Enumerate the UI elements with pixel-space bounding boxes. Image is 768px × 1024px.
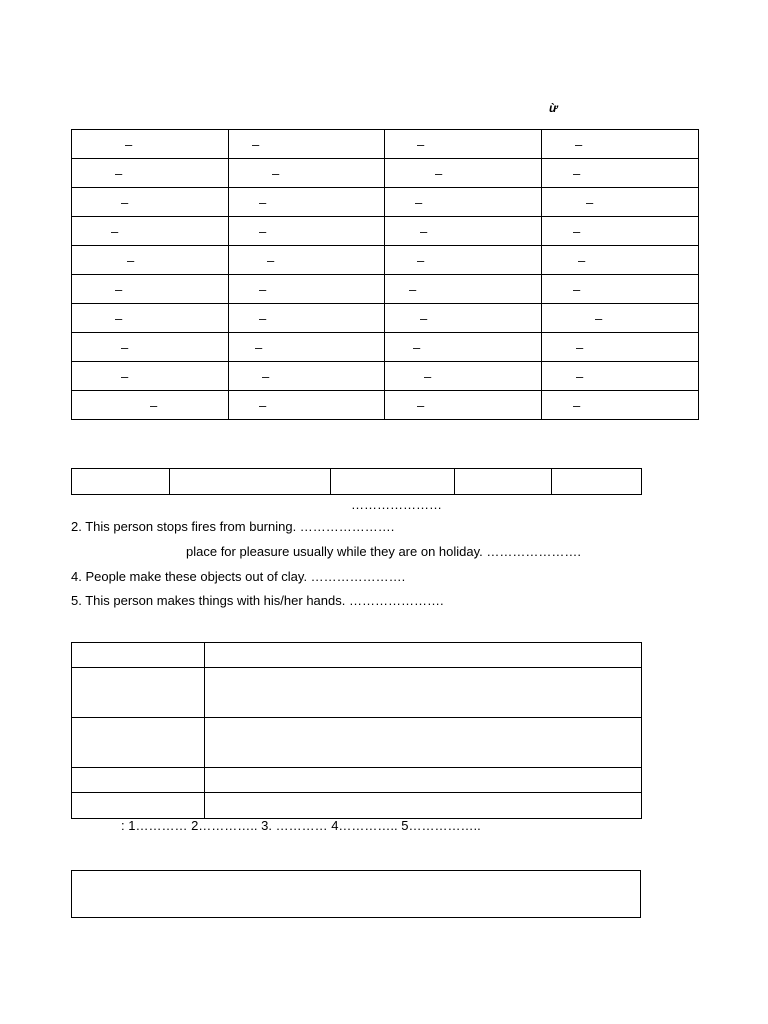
- table-row: [72, 391, 699, 420]
- table-cell: –: [229, 362, 385, 391]
- table-cell: [205, 643, 642, 668]
- table-row: [72, 130, 699, 159]
- table-cell: –: [385, 217, 542, 246]
- table-cell: [552, 469, 642, 495]
- writing-box: [71, 870, 641, 918]
- table-cell: –: [72, 130, 229, 159]
- question-2: 2. This person stops fires from burning. ………………….: [71, 519, 395, 534]
- table-cell: –: [542, 304, 699, 333]
- table-cell: [72, 768, 205, 793]
- table-cell: [205, 668, 642, 718]
- table-row: [72, 304, 699, 333]
- table-cell: –: [542, 159, 699, 188]
- table-cell: –: [72, 362, 229, 391]
- table-cell: –: [72, 188, 229, 217]
- table-cell: –: [229, 217, 385, 246]
- table-cell: –: [385, 159, 542, 188]
- table-row: [72, 668, 642, 718]
- table-cell: –: [385, 391, 542, 420]
- table-cell: [331, 469, 455, 495]
- table-row: [72, 469, 642, 495]
- table-cell: –: [72, 391, 229, 420]
- table-cell: [72, 668, 205, 718]
- table-cell: –: [542, 333, 699, 362]
- table-cell: –: [229, 333, 385, 362]
- table-cell: [205, 768, 642, 793]
- table-cell: –: [385, 304, 542, 333]
- table-cell: –: [385, 275, 542, 304]
- table-cell: [205, 718, 642, 768]
- question-5: 5. This person makes things with his/her hands. ………………….: [71, 593, 444, 608]
- table-cell: –: [542, 275, 699, 304]
- table-cell: [72, 793, 205, 819]
- answer-line: : 1………… 2………….. 3. ………… 4………….. 5……………..: [121, 818, 481, 833]
- table-cell: [455, 469, 552, 495]
- table-cell: –: [385, 333, 542, 362]
- table-cell: –: [229, 159, 385, 188]
- definition-table: [71, 642, 642, 819]
- table-cell: –: [72, 304, 229, 333]
- table-row: [72, 275, 699, 304]
- table-cell: [72, 643, 205, 668]
- question-1-answer-blank: …………………: [351, 497, 442, 512]
- table-cell: –: [542, 246, 699, 275]
- question-4: 4. People make these objects out of clay. ………………….: [71, 569, 406, 584]
- table-cell: –: [72, 246, 229, 275]
- table-cell: –: [229, 275, 385, 304]
- table-cell: –: [385, 246, 542, 275]
- table-row: [72, 793, 642, 819]
- table-row: [72, 768, 642, 793]
- table-cell: –: [229, 246, 385, 275]
- table-row: [72, 217, 699, 246]
- word-box-table: [71, 468, 642, 495]
- table-cell: –: [542, 362, 699, 391]
- table-row: [72, 643, 642, 668]
- table-cell: –: [229, 130, 385, 159]
- table-cell: –: [229, 391, 385, 420]
- table-cell: –: [72, 333, 229, 362]
- table-cell: –: [72, 159, 229, 188]
- table-row: [72, 718, 642, 768]
- table-cell: –: [385, 188, 542, 217]
- table-row: [72, 159, 699, 188]
- table-cell: –: [72, 275, 229, 304]
- table-cell: –: [72, 217, 229, 246]
- table-cell: –: [385, 362, 542, 391]
- table-row: [72, 246, 699, 275]
- header-mark: ừ: [549, 101, 558, 115]
- table-cell: –: [385, 130, 542, 159]
- table-row: [72, 333, 699, 362]
- table-cell: [72, 469, 170, 495]
- table-cell: –: [229, 304, 385, 333]
- table-cell: [72, 718, 205, 768]
- table-cell: –: [229, 188, 385, 217]
- table-cell: –: [542, 130, 699, 159]
- table-cell: [170, 469, 331, 495]
- table-cell: –: [542, 391, 699, 420]
- table-row: [72, 362, 699, 391]
- table-cell: [205, 793, 642, 819]
- table-cell: –: [542, 217, 699, 246]
- question-3: place for pleasure usually while they are on holiday. ………………….: [186, 544, 581, 559]
- table-cell: –: [542, 188, 699, 217]
- matching-table: [71, 129, 699, 420]
- table-row: [72, 188, 699, 217]
